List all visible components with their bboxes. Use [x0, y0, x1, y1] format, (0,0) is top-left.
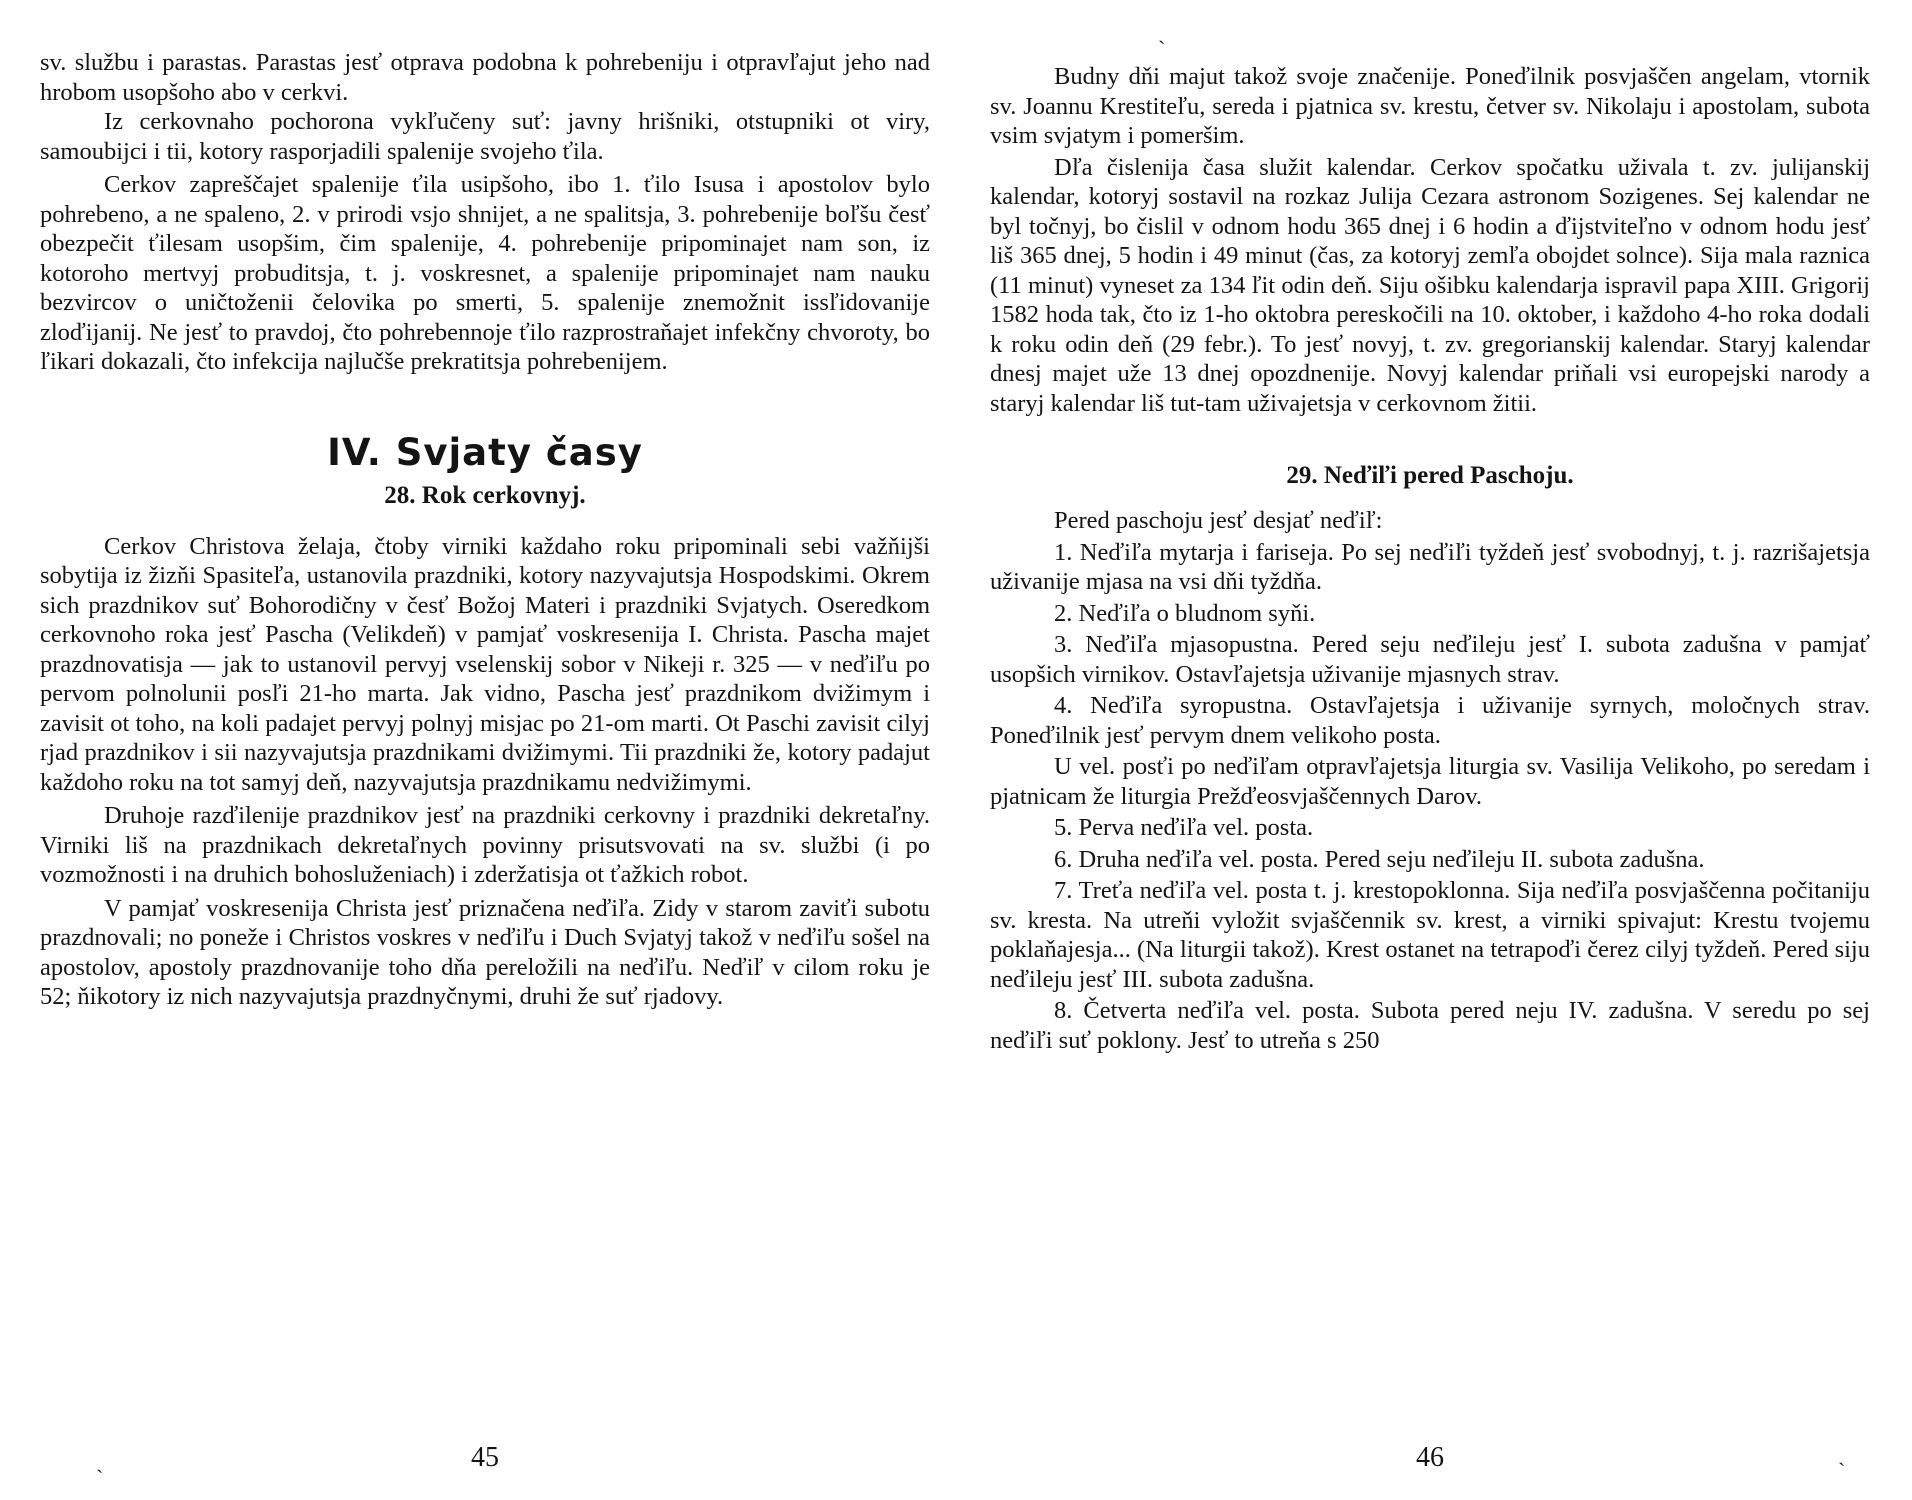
paragraph: Cerkov zapreščajet spalenije ťila usipšoho, ibo 1. ťilo Isusa i apostolov bylo pohrebeno, a ne spaleno, 2. v prirodi vsjo shnijet, a ne spalitsja, 3. pohrebenije boľšu česť obezpečit ťilesam usopšim, čim spalenije, 4. pohrebenije pripominajet nam son, iz kotoroho mertvyj probuditsja, t. j. voskresnet, a spalenije pripominajet nam nauku bezvircov o uničtoženii čelovika po smerti, 5. spalenije znemožnit issľidovanije zloďijanij. Ne jesť to pravdoj, čto pohrebennoje ťilo razprostraňajet infekčny chvoroty, bo ľikari dokazali, čto infekcija najlučše prekratitsja pohrebenijem. [40, 171, 930, 375]
subsection-title: 29. Neďiľi pered Paschoju. [1286, 462, 1574, 489]
left-page-text-column [40, 48, 930, 1012]
paragraph: Iz cerkovnaho pochorona vykľučeny suť: javny hrišniki, otstupniki ot viry, samoubijci i tii, kotory rasporjadili spalenije svojeho ťila. [40, 108, 930, 165]
right-page [990, 0, 1870, 1500]
paragraph: Pered paschoju jesť desjať neďiľ: [1054, 507, 1383, 534]
subsection-title: 28. Rok cerkovnyj. [384, 481, 586, 509]
paragraph: Budny dňi majut takož svoje značenije. Poneďilnik posvjaščen angelam, vtornik sv. Joannu Krestiteľu, sereda i pjatnica sv. krestu, četver sv. Nikolaju i apostolam, subota vsim svjatym i pomeršim. [990, 63, 1870, 149]
paragraph: 1. Neďiľa mytarja i fariseja. Po sej neďiľi tyždeň jesť svobodnyj, t. j. razrišajetsja uživanije mjasa na vsi dňi tyždňa. [990, 538, 1870, 595]
paragraph: 4. Neďiľa syropustna. Ostavľajetsja i uživanije syrnych, moločnych strav. Poneďilnik jesť pervym dnem velikoho posta. [990, 692, 1870, 749]
page-number: 46 [1416, 1442, 1444, 1473]
scan-speck: ˋ [1838, 1458, 1846, 1483]
paragraph: 5. Perva neďiľa vel. posta. [1054, 814, 1314, 841]
paragraph: V pamjať voskresenija Christa jesť priznačena neďiľa. Zidy v starom zaviťi subotu prazdnovali; no poneže i Christos voskres v neďiľu i Duch Svjatyj takož v neďiľu sošel na apostolov, apostoly prazdnovanije toho dňa pereložili na neďiľu. Neďiľ v cilom roku je 52; ňikotory iz nich nazyvajutsja prazdnyčnymi, druhi že suť rjadovy. [40, 894, 930, 1010]
paragraph: 7. Treťa neďiľa vel. posta t. j. krestopoklonna. Sija neďiľa posvjaščenna počitaniju sv. kresta. Na utreňi vyložit svjaščennik sv. krest, a virniki spivajut: Krestu tvojemu poklaňajesja... (Na liturgii takož). Krest ostanet na tetrapoďi čerez cilyj tyždeň. Pered siju neďileju jesť III. subota zadušna. [990, 877, 1870, 993]
paragraph: 6. Druha neďiľa vel. posta. Pered seju neďileju II. subota zadušna. [1054, 845, 1705, 873]
paragraph: Dľa čislenija časa služit kalendar. Cerkov spočatku uživala t. zv. julijanskij kalendar, kotoryj sostavil na rozkaz Julija Cezara astronom Sozigenes. Sej kalendar ne byl točnyj, bo čislil v odnom hodu 365 dnej i 6 hodin a ďijstviteľno v odnom hodu jesť liš 365 dnej, 5 hodin i 49 minut (čas, za kotoryj zemľa obojdet solnce). Sija mala raznica (11 minut) vyneset za 134 ľit odin deň. Siju ošibku kalendarja ispravil papa XIII. Grigorij 1582 hoda tak, čto iz 1-ho oktobra pereskočili na 10. oktober, i každoho 4-ho roka dodali k roku odin deň (29 febr.). To jesť novyj, t. zv. gregorianskij kalendar. Staryj kalendar dnesj majet uže 13 dnej opozdnenije. Novyj kalendar priňali vsi europejski narody a staryj kalendar liš tut-tam uživajetsja v cerkovnom žitii. [990, 153, 1870, 417]
scan-speck: ˏ [96, 1448, 104, 1473]
paragraph: U vel. posťi po neďiľam otpravľajetsja liturgia sv. Vasilija Velikoho, po seredam i pjatnicam že liturgia Prežďeosvjaščennych Darov. [990, 753, 1870, 810]
paragraph: 8. Četverta neďiľa vel. posta. Subota pered neju IV. zadušna. V seredu po sej neďiľi suť poklony. Jesť to utreňa s 250 [990, 997, 1870, 1054]
page-number: 45 [471, 1442, 499, 1473]
section-title: IV. Svjaty časy [327, 430, 643, 474]
left-page [40, 0, 930, 1500]
paragraph: sv. službu i parastas. Parastas jesť otprava podobna k pohrebeniju i otpravľajut jeho nad hrobom usopšoho abo v cerkvi. [40, 49, 930, 106]
paragraph: 2. Neďiľa o bludnom syňi. [1054, 599, 1316, 627]
paragraph: 3. Neďiľa mjasopustna. Pered seju neďileju jesť I. subota zadušna v pamjať usopšich virnikov. Ostavľajetsja uživanije mjasnych strav. [990, 631, 1870, 688]
paragraph: Druhoje razďilenije prazdnikov jesť na prazdniki cerkovny i prazdniki dekretaľny. Virniki liš na prazdnikach dekretaľnych povinny prisutsvovati na sv. službi (i po vozmožnosti i na druhich bohosluženiach) i zderžatisja ot ťažkich robot. [40, 802, 930, 888]
scan-speck: ˋ [1158, 36, 1166, 61]
right-page-text-column [990, 62, 1870, 1055]
paragraph: Cerkov Christova želaja, čtoby virniki každaho roku pripominali sebi važňijši sobytija iz žizňi Spasiteľa, ustanovila prazdniki, kotory nazyvajutsja Hospodskimi. Okrem sich prazdnikov suť Bohorodičny v česť Božoj Materi i prazdniki Svjatych. Oseredkom cerkovnoho roka jesť Pascha (Velikdeň) v pamjať voskresenija I. Christa. Pascha majet prazdnovatisja — jak to ustanovil pervyj vselenskij sobor v Nikeji r. 325 — v neďiľu po pervom polnolunii posľi 21-ho marta. Jak vidno, Pascha jesť prazdnikom dvižimym i zavisit ot toho, na koli padajet pervyj polnyj misjac po 21-om marti. Ot Paschi zavisit cilyj rjad prazdnikov i sii nazyvajutsja prazdnikami dvižimymi. Tii prazdniki že, kotory padajut každoho roku na tot samyj deň, nazyvajutsja prazdnikamu nedvižimymi. [40, 532, 930, 796]
